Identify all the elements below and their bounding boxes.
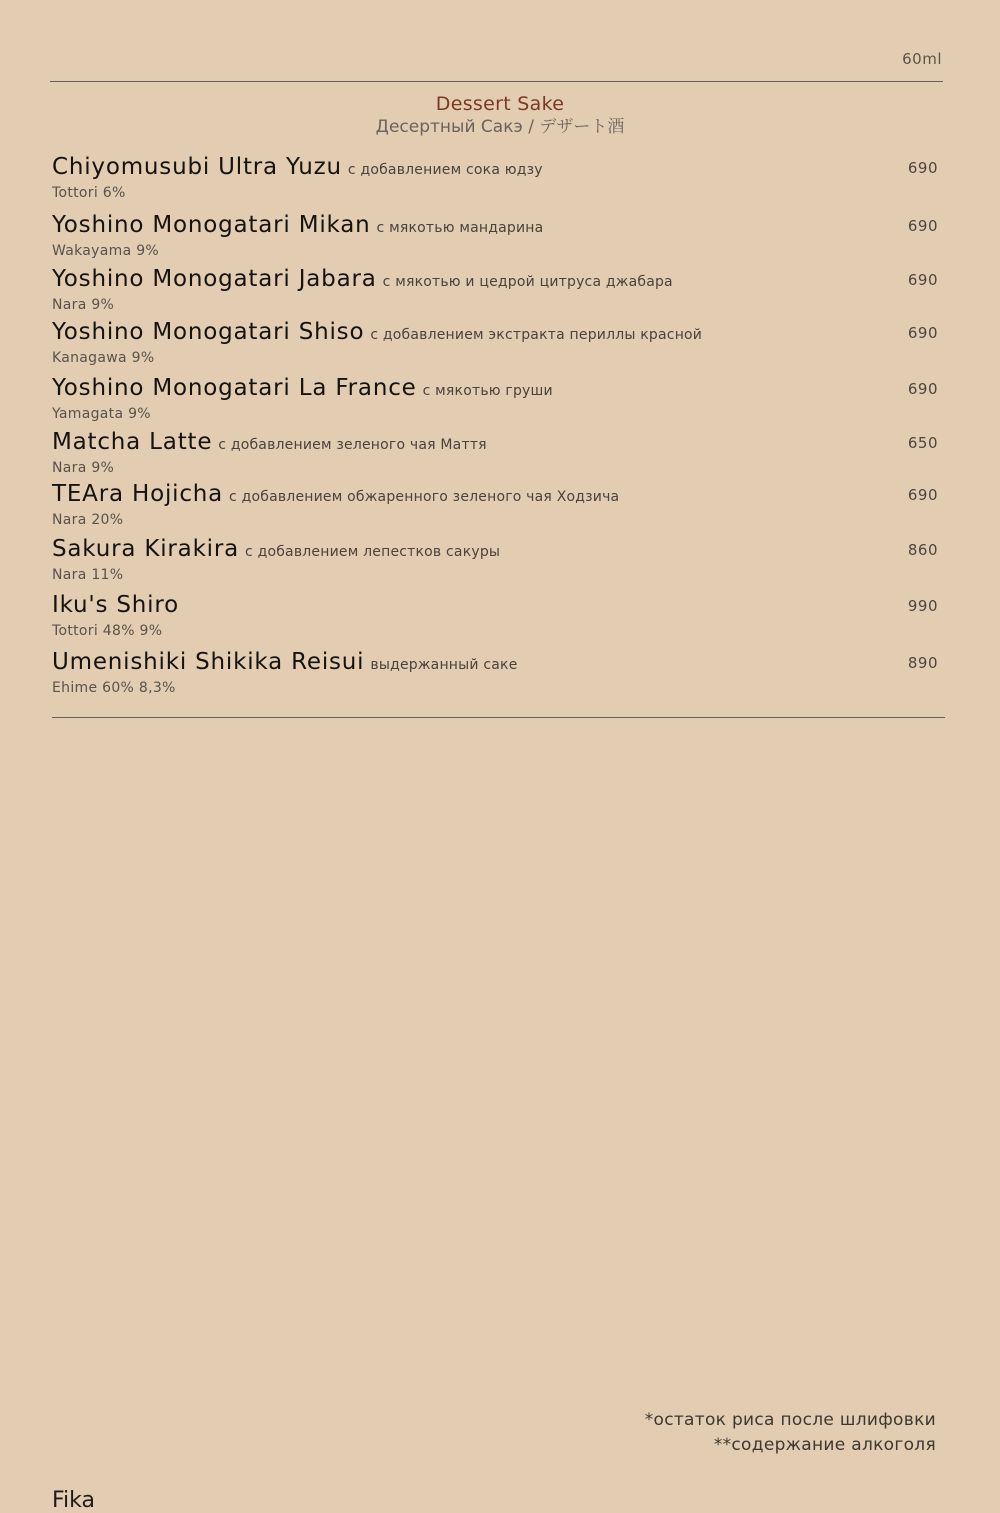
- item-name: TEAra Hojicha: [52, 481, 224, 507]
- item-name: Yoshino Monogatari Shiso: [52, 319, 365, 345]
- item-name: Yoshino Monogatari La France: [52, 375, 417, 401]
- item-name: Matcha Latte: [52, 429, 213, 455]
- menu-item: [52, 428, 942, 478]
- item-region: Ehime 60% 8,3%: [52, 680, 176, 696]
- menu-item: [52, 153, 942, 203]
- footnotes: [645, 1408, 936, 1458]
- item-name: Yoshino Monogatari Jabara: [52, 266, 377, 292]
- section-title: Dessert Sake: [435, 93, 565, 115]
- item-note: с добавлением лепестков сакуры: [245, 544, 501, 560]
- item-note: выдержанный саке: [370, 657, 518, 673]
- item-price: 690: [907, 380, 938, 398]
- menu-item: [52, 480, 942, 530]
- item-price: 990: [907, 597, 938, 615]
- menu-item: [52, 535, 942, 585]
- item-name: Yoshino Monogatari Mikan: [52, 212, 371, 238]
- menu-item: [52, 265, 942, 315]
- item-name: Sakura Kirakira: [52, 536, 240, 562]
- section-subtitle: Десертный Сакэ / デザート酒: [375, 117, 625, 137]
- item-region: Nara 9%: [52, 297, 115, 313]
- menu-item: [52, 374, 942, 424]
- item-region: Tottori 48% 9%: [52, 623, 163, 639]
- item-note: с добавлением экстракта периллы красной: [370, 327, 703, 343]
- item-price: 690: [907, 271, 938, 289]
- item-region: Wakayama 9%: [52, 243, 160, 259]
- item-region: Nara 9%: [52, 460, 115, 476]
- item-region: Tottori 6%: [52, 185, 126, 201]
- item-note: с добавлением сока юдзу: [347, 162, 543, 178]
- item-note: с мякотью и цедрой цитруса джабара: [382, 274, 673, 290]
- item-name: Chiyomusubi Ultra Yuzu: [52, 154, 342, 180]
- item-region: Nara 11%: [52, 567, 124, 583]
- section-header: [0, 93, 1000, 138]
- item-region: Nara 20%: [52, 512, 124, 528]
- item-price: 690: [907, 486, 938, 504]
- item-region: Kanagawa 9%: [52, 350, 155, 366]
- item-note: с добавлением обжаренного зеленого чая Ходзича: [229, 489, 620, 505]
- menu-item: [52, 591, 942, 641]
- top-divider: [50, 81, 943, 82]
- volume-label: 60ml: [902, 50, 942, 68]
- item-price: 860: [907, 541, 938, 559]
- footnote-alcohol-content: **содержание алкоголя: [713, 1435, 936, 1455]
- item-note: с мякотью мандарина: [376, 220, 544, 236]
- footnote-rice-polishing: *остаток риса после шлифовки: [644, 1410, 936, 1430]
- item-note: с добавлением зеленого чая Маття: [218, 437, 487, 453]
- menu-item: [52, 318, 942, 368]
- item-region: Yamagata 9%: [52, 406, 151, 422]
- item-price: 690: [907, 324, 938, 342]
- item-price: 890: [907, 654, 938, 672]
- item-price: 690: [907, 159, 938, 177]
- next-section-cutoff: Fika: [52, 1488, 96, 1513]
- item-price: 690: [907, 217, 938, 235]
- bottom-divider: [52, 717, 945, 718]
- item-note: с мякотью груши: [422, 383, 553, 399]
- item-name: Umenishiki Shikika Reisui: [52, 649, 365, 675]
- menu-item: [52, 211, 942, 261]
- menu-item: [52, 648, 942, 698]
- item-name: Iku's Shiro: [52, 592, 179, 618]
- item-price: 650: [907, 434, 938, 452]
